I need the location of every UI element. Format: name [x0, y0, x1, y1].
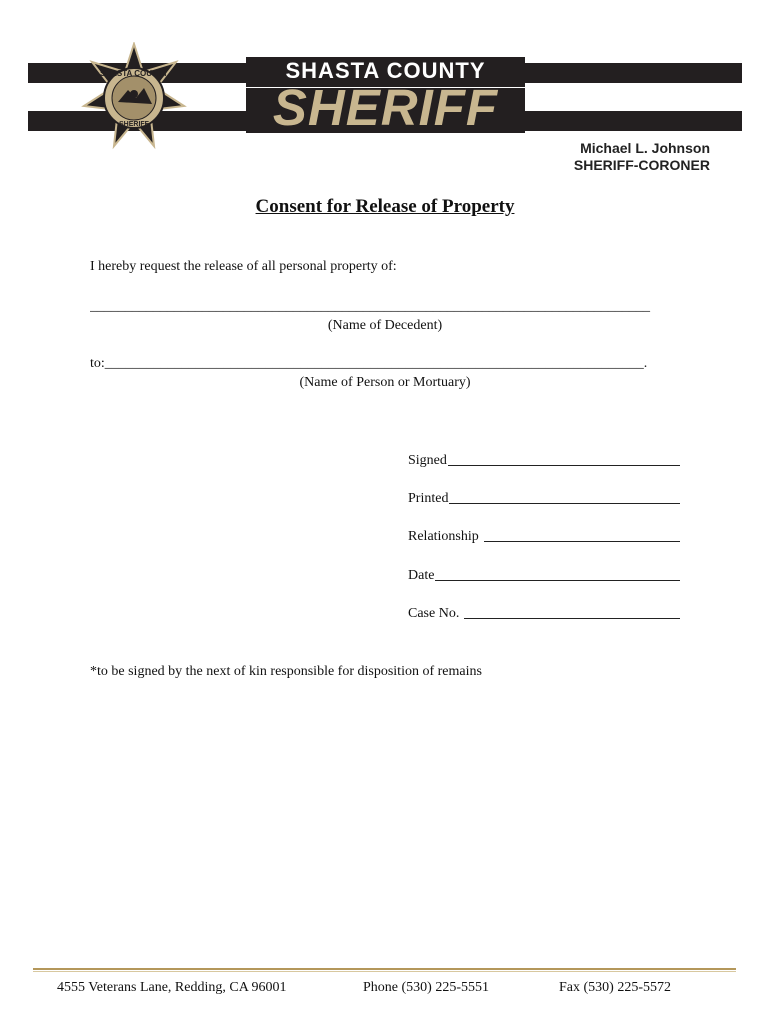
- relationship-label: Relationship: [408, 529, 479, 544]
- official-block: [574, 140, 710, 174]
- badge-text-top: SHASTA COUNTY: [100, 69, 168, 78]
- relationship-field[interactable]: [408, 529, 680, 545]
- footer-phone: Phone (530) 225-5551: [363, 980, 489, 995]
- badge-text-bottom: SHERIFF: [119, 121, 149, 128]
- letterhead-bar-right-top: [525, 63, 742, 83]
- footnote: *to be signed by the next of kin responsible for disposition of remains: [90, 664, 482, 679]
- signed-label: Signed: [408, 453, 447, 468]
- footer-rule: [33, 968, 736, 970]
- date-field[interactable]: [408, 568, 680, 584]
- recipient-caption: (Name of Person or Mortuary): [299, 375, 471, 390]
- footer-address: 4555 Veterans Lane, Redding, CA 96001: [57, 980, 287, 995]
- printed-label: Printed: [408, 491, 449, 506]
- relationship-line[interactable]: [484, 529, 680, 542]
- case-number-label: Case No.: [408, 606, 460, 621]
- decedent-caption: (Name of Decedent): [327, 318, 443, 333]
- agency-title: SHERIFF: [272, 79, 499, 136]
- date-label: Date: [408, 568, 435, 583]
- signed-field[interactable]: [408, 453, 680, 469]
- recipient-name-field[interactable]: to:_____________________________________________________________________________.: [90, 356, 648, 371]
- signed-line[interactable]: [448, 453, 680, 466]
- footer-rule-accent: [33, 971, 736, 972]
- date-line[interactable]: [435, 568, 680, 581]
- printed-line[interactable]: [449, 491, 680, 504]
- case-number-line[interactable]: [464, 606, 680, 619]
- printed-field[interactable]: [408, 491, 680, 507]
- letterhead-bar-right-bottom: [525, 111, 742, 131]
- document-title: Consent for Release of Property: [255, 196, 515, 217]
- sheriff-star-badge-icon: [78, 42, 190, 154]
- official-title: SHERIFF-CORONER: [573, 157, 710, 173]
- official-name: Michael L. Johnson: [580, 140, 710, 156]
- intro-text: I hereby request the release of all personal property of:: [90, 259, 397, 274]
- footer-fax: Fax (530) 225-5572: [559, 980, 671, 995]
- decedent-name-field[interactable]: ________________________________________________________________________________: [90, 299, 650, 314]
- case-number-field[interactable]: [408, 606, 680, 622]
- agency-name: SHASTA COUNTY: [285, 58, 486, 83]
